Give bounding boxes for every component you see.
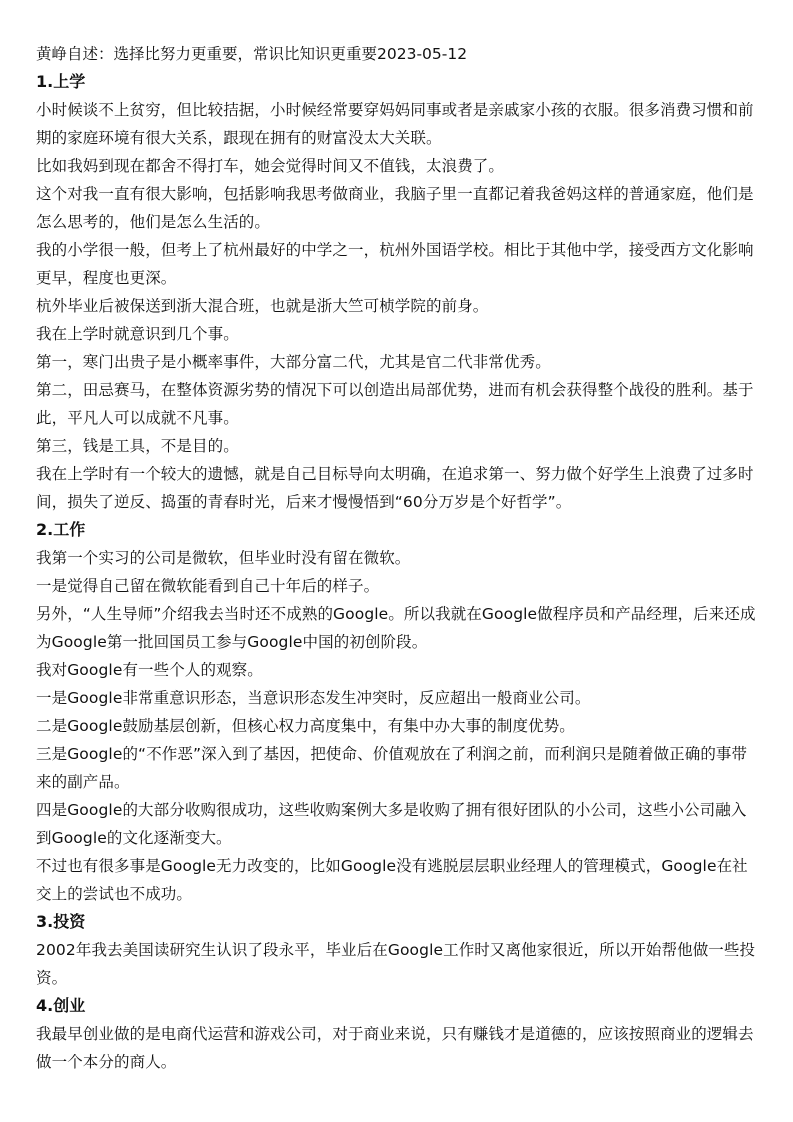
paragraph: 我在上学时就意识到几个事。 [36,325,239,343]
paragraph: 比如我妈到现在都舍不得打车，她会觉得时间又不值钱，太浪费了。 [36,157,505,175]
paragraph: 四是Google的大部分收购很成功，这些收购案例大多是收购了拥有很好团队的小公司，这些小公司融入到Google的文化逐渐变大。 [36,801,747,847]
section-heading: 4.创业 [36,996,86,1015]
paragraph: 我对Google有一些个人的观察。 [36,661,263,679]
document-page [36,40,758,1076]
paragraph: 第三，钱是工具，不是目的。 [36,437,239,455]
document-title: 黄峥自述：选择比努力更重要，常识比知识更重要2023-05-12 [36,45,468,63]
paragraph: 我最早创业做的是电商代运营和游戏公司，对于商业来说，只有赚钱才是道德的，应该按照商业的逻辑去做一个本分的商人。 [36,1025,754,1071]
section-heading: 2.工作 [36,520,86,539]
paragraph: 我第一个实习的公司是微软，但毕业时没有留在微软。 [36,549,411,567]
paragraph: 另外，“人生导师”介绍我去当时还不成熟的Google。所以我就在Google做程序员和产品经理，后来还成为Google第一批回国员工参与Google中国的初创阶段。 [36,605,756,651]
paragraph: 小时候谈不上贫穷，但比较拮据，小时候经常要穿妈妈同事或者是亲戚家小孩的衣服。很多消费习惯和前期的家庭环境有很大关系，跟现在拥有的财富没太大关联。 [36,101,754,147]
paragraph: 三是Google的“不作恶”深入到了基因，把使命、价值观放在了利润之前，而利润只是随着做正确的事带来的副产品。 [36,745,748,791]
paragraph: 第一，寒门出贵子是小概率事件，大部分富二代，尤其是官二代非常优秀。 [36,353,551,371]
paragraph: 这个对我一直有很大影响，包括影响我思考做商业，我脑子里一直都记着我爸妈这样的普通家庭，他们是怎么思考的，他们是怎么生活的。 [36,185,754,231]
section-heading: 3.投资 [36,912,86,931]
paragraph: 二是Google鼓励基层创新，但核心权力高度集中，有集中办大事的制度优势。 [36,717,575,735]
section-heading: 1.上学 [36,72,86,91]
paragraph: 我的小学很一般，但考上了杭州最好的中学之一，杭州外国语学校。相比于其他中学，接受西方文化影响更早，程度也更深。 [36,241,754,287]
paragraph: 2002年我去美国读研究生认识了段永平，毕业后在Google工作时又离他家很近，所以开始帮他做一些投资。 [36,941,756,987]
paragraph: 第二，田忌赛马，在整体资源劣势的情况下可以创造出局部优势，进而有机会获得整个战役的胜利。基于此，平凡人可以成就不凡事。 [36,381,754,427]
paragraph: 不过也有很多事是Google无力改变的，比如Google没有逃脱层层职业经理人的管理模式，Google在社交上的尝试也不成功。 [36,857,748,903]
paragraph: 一是Google非常重意识形态，当意识形态发生冲突时，反应超出一般商业公司。 [36,689,591,707]
paragraph: 我在上学时有一个较大的遗憾，就是自己目标导向太明确，在追求第一、努力做个好学生上浪费了过多时间，损失了逆反、捣蛋的青春时光，后来才慢慢悟到“60分万岁是个好哲学”。 [36,465,754,511]
paragraph: 杭外毕业后被保送到浙大混合班，也就是浙大竺可桢学院的前身。 [36,297,489,315]
document-body [36,68,758,1076]
paragraph: 一是觉得自己留在微软能看到自己十年后的样子。 [36,577,380,595]
